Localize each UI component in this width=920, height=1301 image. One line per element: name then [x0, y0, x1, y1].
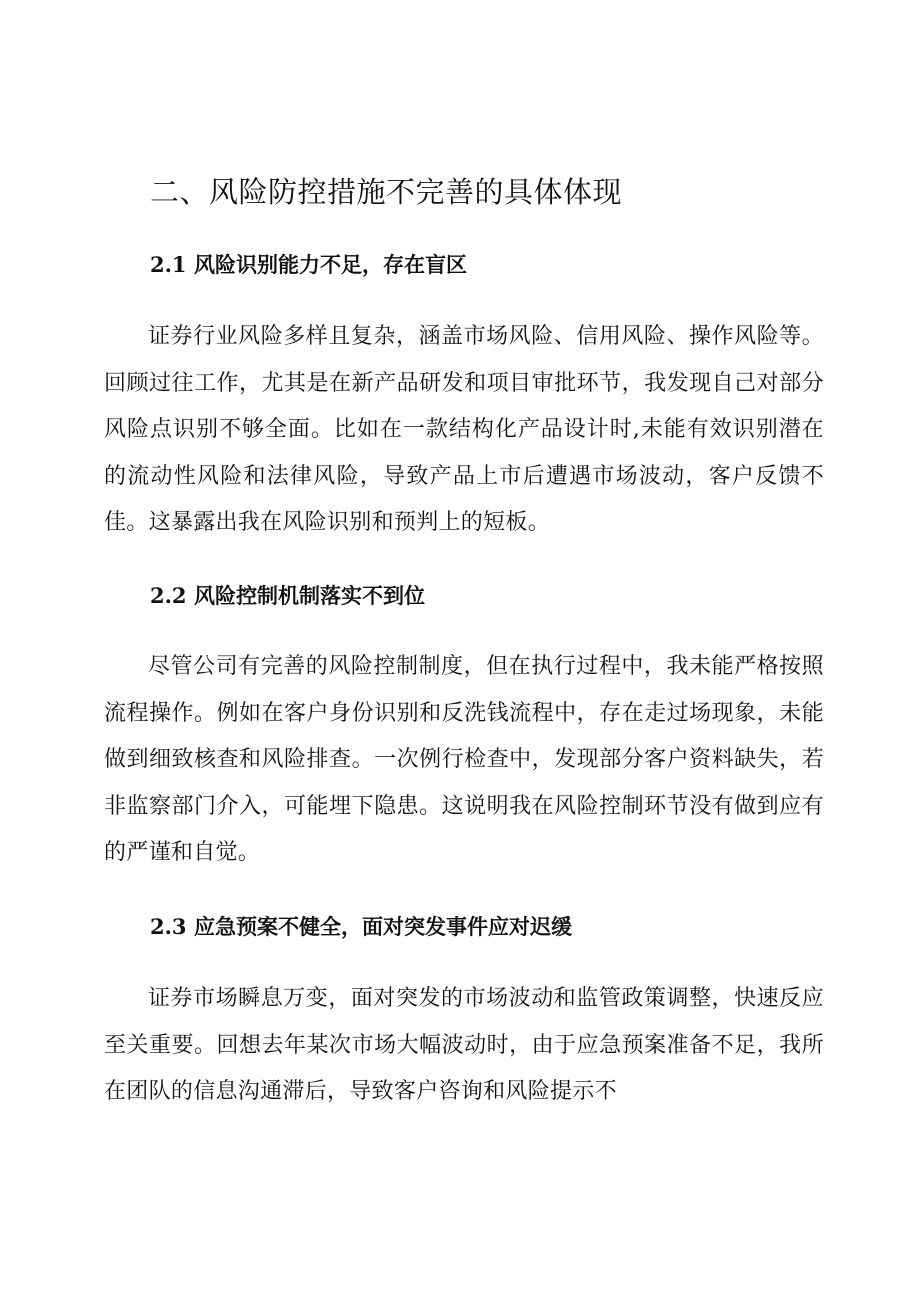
- subsection-title: 应急预案不健全，面对突发事件应对迟缓: [194, 914, 572, 939]
- subsection-heading-2-1: [150, 249, 467, 281]
- paragraph-2-2: 尽管公司有完善的风险控制制度，但在执行过程中，我未能严格按照流程操作。例如在客户身份识别和反洗钱流程中，存在走过场现象，未能做到细致核查和风险排查。一次例行检查中，发现部分客户资料缺失，若非监察部门介入，可能埋下隐患。这说明我在风险控制环节没有做到应有的严谨和自觉。: [104, 654, 824, 865]
- subsection-title: 风险控制机制落实不到位: [194, 583, 425, 608]
- subsection-heading-2-3: [150, 911, 572, 943]
- subsection-title: 风险识别能力不足，存在盲区: [194, 252, 467, 277]
- section-heading: 二、风险防控措施不完善的具体体现: [150, 175, 623, 209]
- subsection-number: 2.2: [150, 583, 187, 608]
- paragraph-2-3: 证券市场瞬息万变，面对突发的市场波动和监管政策调整，快速反应至关重要。回想去年某次市场大幅波动时，由于应急预案准备不足，我所在团队的信息沟通滞后，导致客户咨询和风险提示不: [104, 986, 824, 1104]
- subsection-number: 2.3: [150, 914, 187, 939]
- paragraph-2-1: 证券行业风险多样且复杂，涵盖市场风险、信用风险、操作风险等。回顾过往工作，尤其是在新产品研发和项目审批环节，我发现自己对部分风险点识别不够全面。比如在一款结构化产品设计时,未能有效识别潜在的流动性风险和法律风险，导致产品上市后遭遇市场波动，客户反馈不佳。这暴露出我在风险识别和预判上的短板。: [104, 324, 824, 535]
- subsection-heading-2-2: [150, 580, 425, 612]
- subsection-number: 2.1: [150, 252, 187, 277]
